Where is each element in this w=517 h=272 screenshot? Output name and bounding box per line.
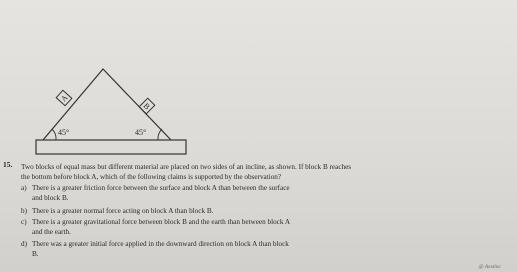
question-text-line-1: Two blocks of equal mass but different material are placed on two sides of an incline, as shown. If block B reaches [21,163,352,171]
incline-diagram-svg [30,58,190,158]
question-text-line-2: the bottom before block A, which of the following claims is supported by the observation? [21,172,282,181]
question-text [21,163,491,182]
option-b-letter: b) [21,207,27,215]
option-d[interactable] [21,240,491,259]
option-a-text-line-2: and block B. [32,193,69,202]
incline-diagram [30,58,190,158]
angle-left-label: 45° [58,128,70,137]
block-a-label: A [59,93,70,104]
option-c-text-line-1: There is a greater gravitational force between block B and the earth than between block A [32,218,291,226]
block-a [56,90,72,105]
option-b[interactable] [21,207,491,217]
question-number: 15. [3,160,13,169]
option-a[interactable] [21,184,491,203]
option-c-letter: c) [21,218,27,226]
option-d-text-line-1: There was a greater initial force applied in the downward direction on block A than block [32,240,289,248]
option-a-letter: a) [21,184,27,192]
block-b [139,98,155,114]
angle-right-label: 45° [135,128,147,137]
option-a-text-line-1: There is a greater friction force between the surface and block A than between the surface [32,184,290,192]
option-d-text-line-2: B. [32,249,39,258]
option-b-text-line-1: There is a greater normal force acting on block A than block B. [32,207,214,215]
corner-watermark: @ Aestinc [478,264,501,270]
block-b-label: B [141,101,152,112]
option-c[interactable] [21,218,491,237]
option-c-text-line-2: and the earth. [32,227,71,236]
angle-arc-left [52,129,56,140]
option-d-letter: d) [21,240,27,248]
base-rectangle [36,140,186,154]
